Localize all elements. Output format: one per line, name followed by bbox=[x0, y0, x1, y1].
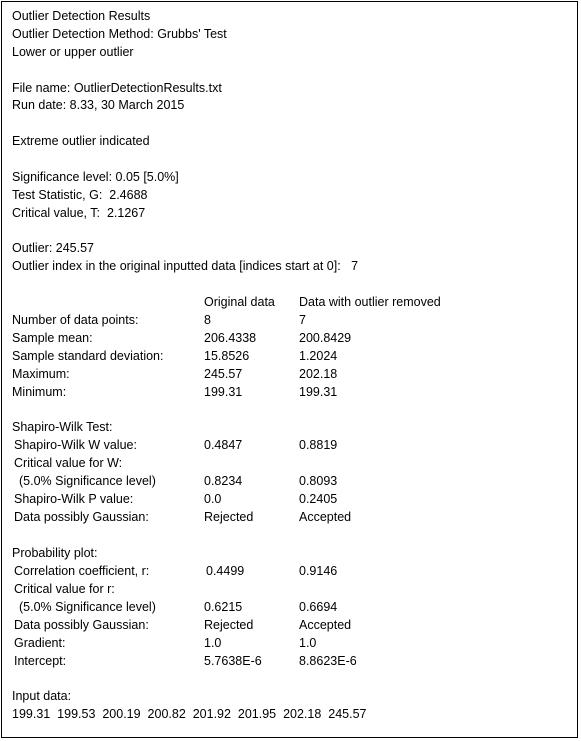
page-title: Outlier Detection Results bbox=[12, 9, 151, 23]
cell-count-original: 8 bbox=[204, 313, 211, 327]
results-document bbox=[1, 1, 578, 738]
cell-maximum-original: 245.57 bbox=[204, 367, 243, 381]
probplot-critical-original: 0.6215 bbox=[204, 600, 243, 614]
shapiro-w-label: Shapiro-Wilk W value: bbox=[14, 438, 137, 452]
row-label-maximum: Maximum: bbox=[12, 367, 70, 381]
shapiro-p-original: 0.0 bbox=[204, 492, 222, 506]
shapiro-heading: Shapiro-Wilk Test: bbox=[12, 420, 113, 434]
row-label-minimum: Minimum: bbox=[12, 385, 67, 399]
row-label-count: Number of data points: bbox=[12, 313, 139, 327]
cell-maximum-removed: 202.18 bbox=[299, 367, 338, 381]
cell-count-removed: 7 bbox=[299, 313, 306, 327]
shapiro-critical-label: Critical value for W: bbox=[14, 456, 123, 470]
test-statistic-line: Test Statistic, G: 2.4688 bbox=[12, 188, 148, 202]
probplot-critical-removed: 0.6694 bbox=[299, 600, 338, 614]
cell-minimum-original: 199.31 bbox=[204, 385, 243, 399]
cell-minimum-removed: 199.31 bbox=[299, 385, 338, 399]
probplot-corr-original: 0.4499 bbox=[206, 564, 245, 578]
probplot-gaussian-label: Data possibly Gaussian: bbox=[14, 618, 149, 632]
outlier-index-line: Outlier index in the original inputted data [indices start at 0]: 7 bbox=[12, 259, 359, 273]
shapiro-p-removed: 0.2405 bbox=[299, 492, 338, 506]
probplot-gaussian-original: Rejected bbox=[204, 618, 254, 632]
shapiro-critical-sublabel: (5.0% Significance level) bbox=[19, 474, 156, 488]
probplot-gradient-original: 1.0 bbox=[204, 636, 222, 650]
column-header-original: Original data bbox=[204, 295, 275, 309]
shapiro-p-label: Shapiro-Wilk P value: bbox=[14, 492, 134, 506]
shapiro-w-original: 0.4847 bbox=[204, 438, 243, 452]
cell-mean-removed: 200.8429 bbox=[299, 331, 352, 345]
run-date-line: Run date: 8.33, 30 March 2015 bbox=[12, 98, 185, 112]
probplot-gradient-removed: 1.0 bbox=[299, 636, 317, 650]
outlier-value-line: Outlier: 245.57 bbox=[12, 241, 94, 255]
shapiro-gaussian-removed: Accepted bbox=[299, 510, 352, 524]
critical-value-line: Critical value, T: 2.1267 bbox=[12, 206, 146, 220]
probplot-gradient-label: Gradient: bbox=[14, 636, 66, 650]
shapiro-gaussian-label: Data possibly Gaussian: bbox=[14, 510, 149, 524]
direction-line: Lower or upper outlier bbox=[12, 45, 134, 59]
cell-stddev-original: 15.8526 bbox=[204, 349, 250, 363]
cell-stddev-removed: 1.2024 bbox=[299, 349, 338, 363]
method-line: Outlier Detection Method: Grubbs' Test bbox=[12, 27, 227, 41]
shapiro-critical-original: 0.8234 bbox=[204, 474, 243, 488]
column-header-removed: Data with outlier removed bbox=[299, 295, 441, 309]
shapiro-critical-removed: 0.8093 bbox=[299, 474, 338, 488]
probplot-critical-label: Critical value for r: bbox=[14, 582, 115, 596]
probplot-heading: Probability plot: bbox=[12, 546, 98, 560]
shapiro-gaussian-original: Rejected bbox=[204, 510, 254, 524]
cell-mean-original: 206.4338 bbox=[204, 331, 257, 345]
probplot-intercept-removed: 8.8623E-6 bbox=[299, 654, 357, 668]
probplot-critical-sublabel: (5.0% Significance level) bbox=[19, 600, 156, 614]
shapiro-w-removed: 0.8819 bbox=[299, 438, 338, 452]
file-name-line: File name: OutlierDetectionResults.txt bbox=[12, 81, 222, 95]
input-data-values: 199.31 199.53 200.19 200.82 201.92 201.95 202.18 245.57 bbox=[12, 707, 367, 721]
significance-line: Significance level: 0.05 [5.0%] bbox=[12, 170, 179, 184]
input-data-heading: Input data: bbox=[12, 689, 72, 703]
probplot-corr-removed: 0.9146 bbox=[299, 564, 338, 578]
probplot-corr-label: Correlation coefficient, r: bbox=[14, 564, 150, 578]
probplot-gaussian-removed: Accepted bbox=[299, 618, 352, 632]
outlier-indication: Extreme outlier indicated bbox=[12, 134, 150, 148]
probplot-intercept-label: Intercept: bbox=[14, 654, 67, 668]
probplot-intercept-original: 5.7638E-6 bbox=[204, 654, 262, 668]
row-label-mean: Sample mean: bbox=[12, 331, 93, 345]
row-label-stddev: Sample standard deviation: bbox=[12, 349, 164, 363]
